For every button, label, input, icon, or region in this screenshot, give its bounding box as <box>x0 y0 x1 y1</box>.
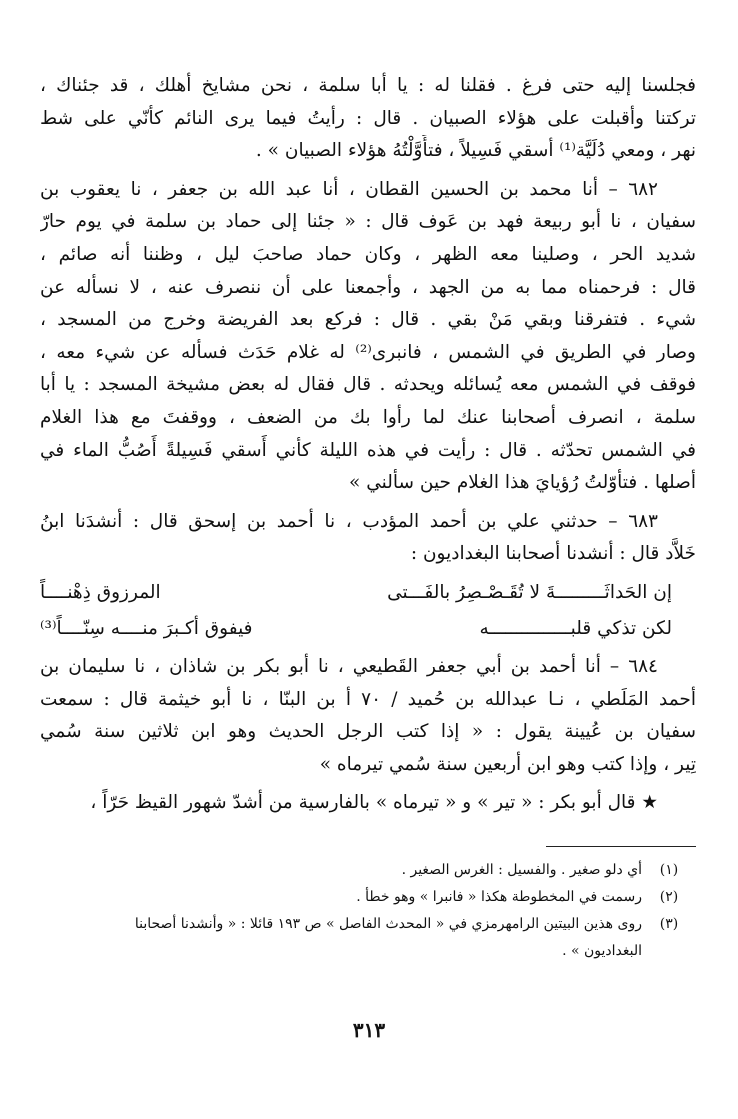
text-line: شديد الحر ، وصلينا معه الظهر ، وكان حماد صاحبَ ليل ، وظننا أنه صائم ، <box>40 243 696 265</box>
footnote-text-continued: البغداديون » . <box>562 942 642 959</box>
entry-683-first-line: ٦٨٣ – حدثني علي بن أحمد المؤدب ، نا أحمد بن إسحق قال : أنشدَنا ابنُ <box>40 510 658 532</box>
text-line: أحمد المَلَطي ، نـا عبدالله بن حُميد / ٧٠ أ بن البنّا ، نا أبو خيثمة قال : سمعت <box>40 688 696 710</box>
text-line: نهر ، ومعي دُلَيَّة⁽¹⁾ أسقي فَسِيلاً ، فتأَوَّلْتُهُ هؤلاء الصبيان » . <box>255 140 696 162</box>
text-line: سفيان ، نا أبو ربيعة فهد بن عَوف قال : « جئنا إلى حماد بن سلمة في يوم حارّ <box>40 211 696 233</box>
text-line: وصار في الطريق في الشمس ، فانبرى⁽²⁾ له غلام حَدَث فسأله عن شيء معه ، <box>40 341 696 363</box>
text-line: تركتنا وأقبلت على هؤلاء الصبيان . قال : رأيتُ فيما يرى النائم كأنّي على شط <box>40 107 696 129</box>
footnote <box>40 884 696 911</box>
entry-684-first-line: ٦٨٤ – أنا أحمد بن أبي جعفر القَطيعي ، نا أبو بكر بن شاذان ، نا سليمان بن <box>40 655 658 677</box>
footnote-number: (٣) <box>659 915 679 932</box>
text-line: سفيان بن عُيينة يقول : « إذا كتب الرجل الحديث وهو ابن ثلاثين سنة سُمي <box>40 721 696 743</box>
poem-verse <box>40 575 672 611</box>
footnote-number: (٢) <box>659 888 679 905</box>
verse-first-hemistich: لكن تذكي قلبـــــــــــــــه <box>479 617 672 639</box>
verse-first-hemistich: إن الحَداثَـــــــــةَ لا تُقَـصْـصِرُ بالفَـــتى <box>387 581 672 603</box>
footnote-text: رسمت في المخطوطة هكذا « فانبرا » وهو خطأ . <box>356 888 642 905</box>
footnote-text: روى هذين البيتين الرامهرمزي في « المحدث الفاصل » ص ١٩٣ قائلا : « وأنشدنا أصحابنا <box>134 915 642 932</box>
text-line: قال : فرحمناه مما به من الجهد ، وأجمعنا على أن ننصرف عنه ، لا نسأله عن <box>40 276 696 298</box>
text-line: سلمة ، انصرف أصحابنا عنك لما رأوا بك من الضعف ، ووقفتَ مع هذا الغلام <box>40 406 696 428</box>
text-line: شيء . فتفرقنا وبقي مَنْ بقي . قال : فركع بعد الفريضة وخرج من المسجد ، <box>40 309 696 331</box>
footnote <box>40 911 696 965</box>
footnote-number: (١) <box>659 861 679 878</box>
text-line: خَلاَّد قال : أنشدنا أصحابنا البغداديون : <box>410 543 696 565</box>
footnote-text: أي دلو صغير . والفسيل : الغرس الصغير . <box>401 861 642 878</box>
poem <box>40 575 696 647</box>
verse-second-hemistich: فيفوق أكـبرَ منــــه سِنّــــاً⁽³⁾ <box>40 617 253 639</box>
footnote <box>40 857 696 884</box>
page-number: ٣١٣ <box>352 1018 386 1042</box>
footnote-divider <box>546 846 696 847</box>
poem-verse <box>40 611 672 647</box>
footnote-text-block <box>40 911 642 965</box>
entry-682-first-line: ٦٨٢ – أنا محمد بن الحسين القطان ، أنا عبد الله بن جعفر ، نا يعقوب بن <box>40 178 658 200</box>
text-line: أصلها . فتأوّلتُ رُؤيايَ هذا الغلام حين سألني » <box>349 472 696 494</box>
text-line: فجلسنا إليه حتى فرغ . فقلنا له : يا أبا سلمة ، نحن مشايخ أهلك ، قد جئناك ، <box>40 75 696 96</box>
verse-second-hemistich: المرزوق ذِهْنــــاً <box>40 581 161 603</box>
text-line: تِير ، وإذا كتب وهو ابن أربعين سنة سُمي تيرماه » <box>319 753 696 775</box>
text-line: في الشمس تحدّثه . قال : رأيت في هذه الليلة كأني أَسقي فَسِيلةً أَصُبُّ الماء في <box>40 439 696 461</box>
editor-note-line: ★ قال أبو بكر : « تير » و « تيرماه » بالفارسية من أشدّ شهور القيظ حَرّاً ، <box>90 792 658 814</box>
text-line: فوقف في الشمس معه يُسائله ويحدثه . قال فقال له بعض مشيخة المسجد : يا أبا <box>40 374 696 396</box>
